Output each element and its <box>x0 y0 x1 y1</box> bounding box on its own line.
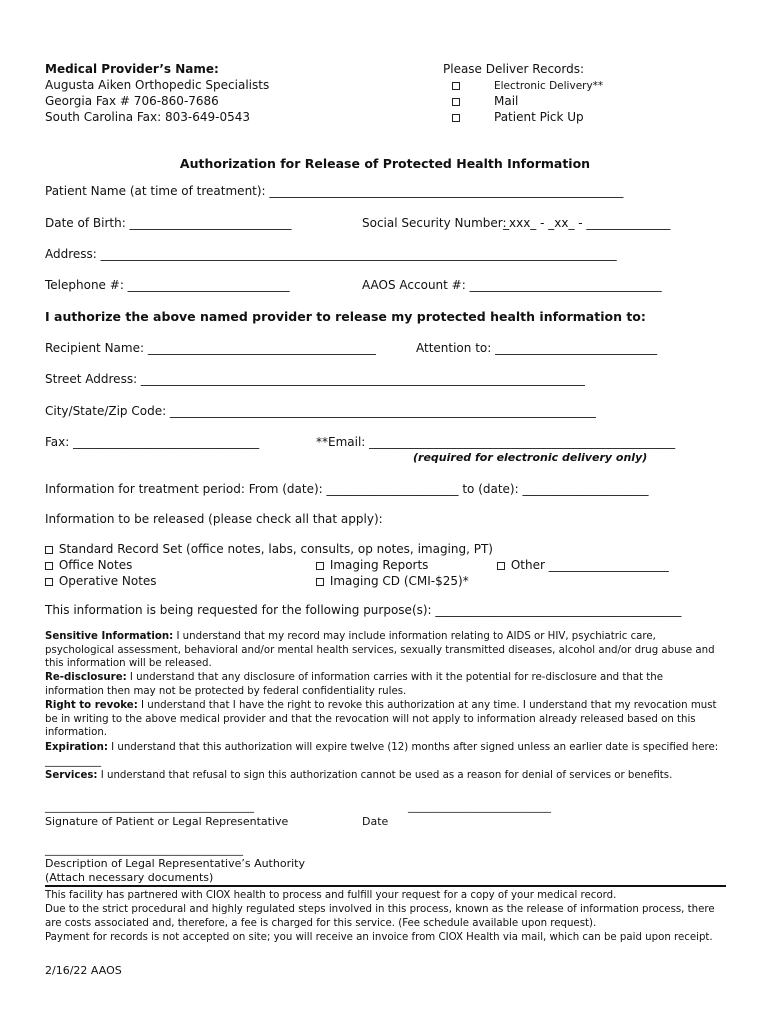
date-label: Date <box>362 815 389 828</box>
street-address-field[interactable]: Street Address: __________________________________________________________________________ <box>45 372 585 386</box>
delivery-option-mail[interactable]: Mail <box>452 94 518 110</box>
city-state-zip-field[interactable]: City/State/Zip Code: _______________________________________________________________________ <box>45 404 596 418</box>
terms-services: Services: I understand that refusal to sign this authorization cannot be used as a reason for denial of services or benefits. <box>45 770 673 781</box>
treatment-period-field[interactable]: Information for treatment period: From (date): ______________________ to (date): _____________________ <box>45 482 649 496</box>
footer-divider <box>45 885 726 887</box>
authorize-heading: I authorize the above named provider to release my protected health information to: <box>45 309 646 324</box>
checkbox-icon[interactable] <box>316 578 324 586</box>
purpose-field[interactable]: This information is being requested for the following purpose(s): _________________________________________ <box>45 603 682 617</box>
info-release-heading: Information to be released (please check all that apply): <box>45 512 383 526</box>
delivery-option-pickup[interactable]: Patient Pick Up <box>452 110 584 126</box>
dob-field[interactable]: Date of Birth: ___________________________ <box>45 216 292 230</box>
ssn-label: Social Security Number: <box>362 216 507 230</box>
address-field[interactable]: Address: ______________________________________________________________________________________ <box>45 247 617 261</box>
footer-line-1: This facility has partnered with CIOX health to process and fulfill your request for a copy of your medical record. <box>45 890 617 901</box>
terms-expiration: Expiration: I understand that this authorization will expire twelve (12) months after signed unless an earlier date is specified here: ___________ <box>45 742 719 767</box>
telephone-field[interactable]: Telephone #: ___________________________ <box>45 278 290 292</box>
aaos-account-field[interactable]: AAOS Account #: ________________________________ <box>362 278 662 292</box>
option-imaging-cd[interactable]: Imaging CD (CMI-$25)* <box>316 574 469 588</box>
authority-line[interactable]: ____________________________________ <box>45 843 243 856</box>
provider-ga-fax: Georgia Fax # 706-860-7686 <box>45 94 219 108</box>
option-office-notes[interactable]: Office Notes <box>45 558 132 572</box>
patient-name-field[interactable]: Patient Name (at time of treatment): ___________________________________________________________ <box>45 184 624 198</box>
attention-field[interactable]: Attention to: ___________________________ <box>416 341 658 355</box>
provider-heading: Medical Provider’s Name: <box>45 62 219 76</box>
checkbox-icon[interactable] <box>45 578 53 586</box>
checkbox-icon[interactable] <box>45 546 53 554</box>
checkbox-icon[interactable] <box>45 562 53 570</box>
footer-line-2: Due to the strict procedural and highly regulated steps involved in this process, known as the release of information process, there are costs associated and, therefore, a fee is charged for this service. (Fee schedule available upon request). <box>45 904 715 929</box>
email-field[interactable]: **Email: ___________________________________________________ <box>316 435 676 449</box>
version-stamp: 2/16/22 AAOS <box>45 964 122 977</box>
delivery-heading: Please Deliver Records: <box>443 62 585 76</box>
footer-line-3: Payment for records is not accepted on site; you will receive an invoice from CIOX Health via mail, which can be paid upon receipt. <box>45 932 713 943</box>
provider-sc-fax: South Carolina Fax: 803-649-0543 <box>45 110 250 124</box>
terms-revoke: Right to revoke: I understand that I have the right to revoke this authorization at any time. I understand that my revocation must be in writing to the above medical provider and that the revocation will not apply to information already released based on this information. <box>45 700 717 739</box>
terms-redisclosure: Re-disclosure: I understand that any disclosure of information carries with it the potential for re-disclosure and that the information then may not be protected by federal confidentiality rules. <box>45 672 664 697</box>
option-imaging-reports[interactable]: Imaging Reports <box>316 558 428 572</box>
attach-note: (Attach necessary documents) <box>45 871 214 884</box>
email-note: (required for electronic delivery only) <box>413 451 648 464</box>
recipient-name-field[interactable]: Recipient Name: ______________________________________ <box>45 341 376 355</box>
checkbox-icon[interactable] <box>452 82 460 90</box>
form-title: Authorization for Release of Protected Health Information <box>179 156 591 171</box>
checkbox-icon[interactable] <box>452 98 460 106</box>
authority-label: Description of Legal Representative’s Authority <box>45 857 305 870</box>
signature-line[interactable]: ______________________________________ <box>45 800 254 813</box>
ssn-field[interactable]: _xxx_ - _xx_ - ______________ <box>503 216 671 230</box>
terms-sensitive: Sensitive Information: I understand that my record may include information relating to AIDS or HIV, psychiatric care, psychological assessment, behavioral and/or mental health services, sexually transmitted diseases, alcohol and/or drug abuse and this information will be released. <box>45 631 715 670</box>
checkbox-icon[interactable] <box>316 562 324 570</box>
option-operative-notes[interactable]: Operative Notes <box>45 574 157 588</box>
checkbox-icon[interactable] <box>452 114 460 122</box>
option-standard-record[interactable]: Standard Record Set (office notes, labs, consults, op notes, imaging, PT) <box>45 542 493 556</box>
option-other[interactable]: Other ____________________ <box>497 558 669 572</box>
fax-field[interactable]: Fax: _______________________________ <box>45 435 260 449</box>
date-line[interactable]: __________________________ <box>408 800 551 813</box>
delivery-option-electronic[interactable]: Electronic Delivery** <box>452 78 603 95</box>
provider-name: Augusta Aiken Orthopedic Specialists <box>45 78 270 92</box>
signature-label: Signature of Patient or Legal Representative <box>45 815 289 828</box>
checkbox-icon[interactable] <box>497 562 505 570</box>
